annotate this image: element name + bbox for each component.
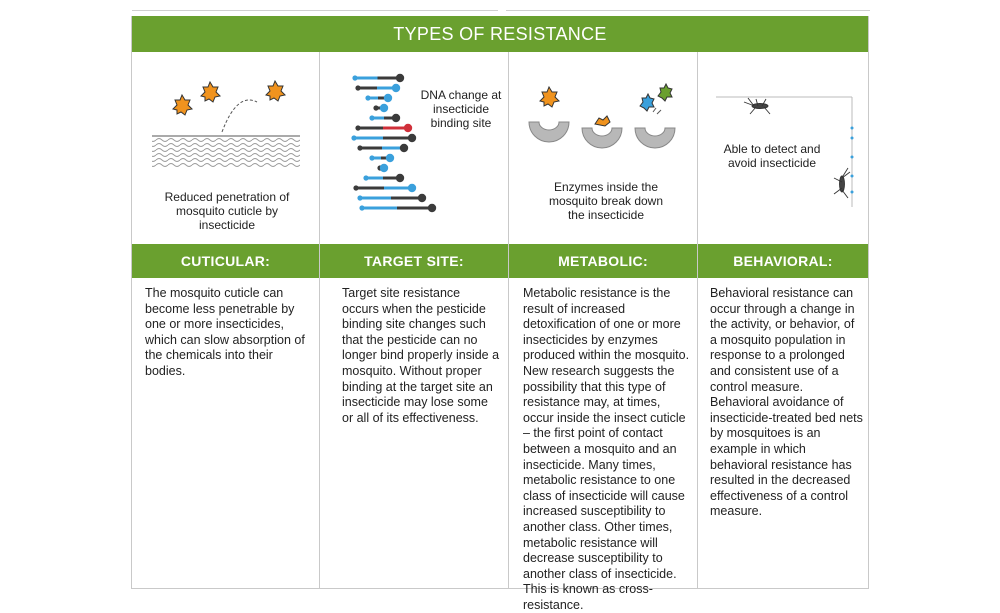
- target-site-description: Target site resistance occurs when the pesticide binding site changes such that the pesticide can no longer bind properly inside a mosquito. Without proper binding at the target site an insecticide may lose some or all of its effectiveness.: [342, 286, 500, 425]
- dna-rung: [357, 144, 408, 152]
- dna-rung: [359, 204, 436, 212]
- target-site-header: TARGET SITE:: [320, 244, 508, 278]
- target-site-illustration: [320, 52, 508, 244]
- dna-rung: [357, 194, 426, 202]
- dna-rung: [363, 174, 404, 182]
- column-cuticular: [132, 52, 320, 588]
- top-rule-gap: [498, 10, 506, 11]
- title-bar: [132, 16, 868, 52]
- dna-strand-icon: [320, 52, 509, 244]
- dna-rung: [353, 184, 416, 192]
- cuticular-caption: Reduced penetration of mosquito cuticle by insecticide: [164, 190, 290, 232]
- dna-rung: [355, 124, 412, 132]
- enzyme-3: [635, 84, 675, 148]
- target-site-caption: DNA change at insecticide binding site: [420, 88, 502, 130]
- insecticide-particle-3: [266, 81, 285, 101]
- metabolic-header: METABOLIC:: [509, 244, 697, 278]
- dna-rung: [351, 134, 416, 142]
- dna-rung: [355, 84, 400, 92]
- mosquito-top: [744, 98, 770, 114]
- enzyme-2: [582, 116, 622, 148]
- mosquito-side: [834, 168, 850, 198]
- metabolic-description: Metabolic resistance is the result of increased detoxification of one or more insecticides by enzymes produced within the mosquito. New research suggests the possibility that this type of resistance may, at times, occur inside the insect cuticle – the first point of contact between a mosquito and an insecticide. Many times, metabolic resistance to one class of insecticide will cause increased susceptibility to another class. Other times, metabolic resistance will decrease susceptibility to another class of insecticide. This is known as cross-resistance.: [523, 286, 690, 612]
- infographic-title: TYPES OF RESISTANCE: [393, 23, 607, 44]
- column-behavioral: [698, 52, 868, 588]
- cuticular-header: CUTICULAR:: [132, 244, 319, 278]
- dna-rung: [365, 94, 392, 102]
- dna-rung: [369, 114, 400, 122]
- dna-rung: [352, 74, 404, 82]
- columns-grid: [132, 52, 868, 612]
- metabolic-illustration: [509, 52, 697, 244]
- behavioral-description: Behavioral resistance can occur through a change in the activity, or behavior, of a mosquito population in response to a prolonged and consistent use of a control measure. Behavioral avoidance of insecticide-treated bed nets by mosquitoes is an example in which behavioral resistance has resulted in the decreased effectiveness of a control measure.: [710, 286, 863, 519]
- insecticide-particle-whole: [540, 87, 559, 107]
- dna-rung: [373, 104, 388, 112]
- behavioral-header: BEHAVIORAL:: [698, 244, 868, 278]
- cuticular-description: The mosquito cuticle can become less penetrable by one or more insecticides, which can slow absorption of the chemicals into their bodies.: [145, 286, 305, 378]
- resistance-infographic: [131, 16, 869, 612]
- insecticide-particle-2: [201, 82, 220, 102]
- dna-rung: [369, 154, 394, 162]
- column-metabolic: [509, 52, 698, 612]
- insecticide-particle-1: [173, 95, 192, 115]
- dna-rung: [377, 164, 388, 172]
- metabolic-caption: Enzymes inside the mosquito break down the insecticide: [548, 180, 664, 222]
- enzyme-1: [529, 122, 569, 142]
- behavioral-illustration: [698, 52, 868, 244]
- behavioral-caption: Able to detect and avoid insecticide: [723, 142, 821, 170]
- column-target-site: [320, 52, 509, 588]
- cuticle-illustration: [132, 52, 319, 244]
